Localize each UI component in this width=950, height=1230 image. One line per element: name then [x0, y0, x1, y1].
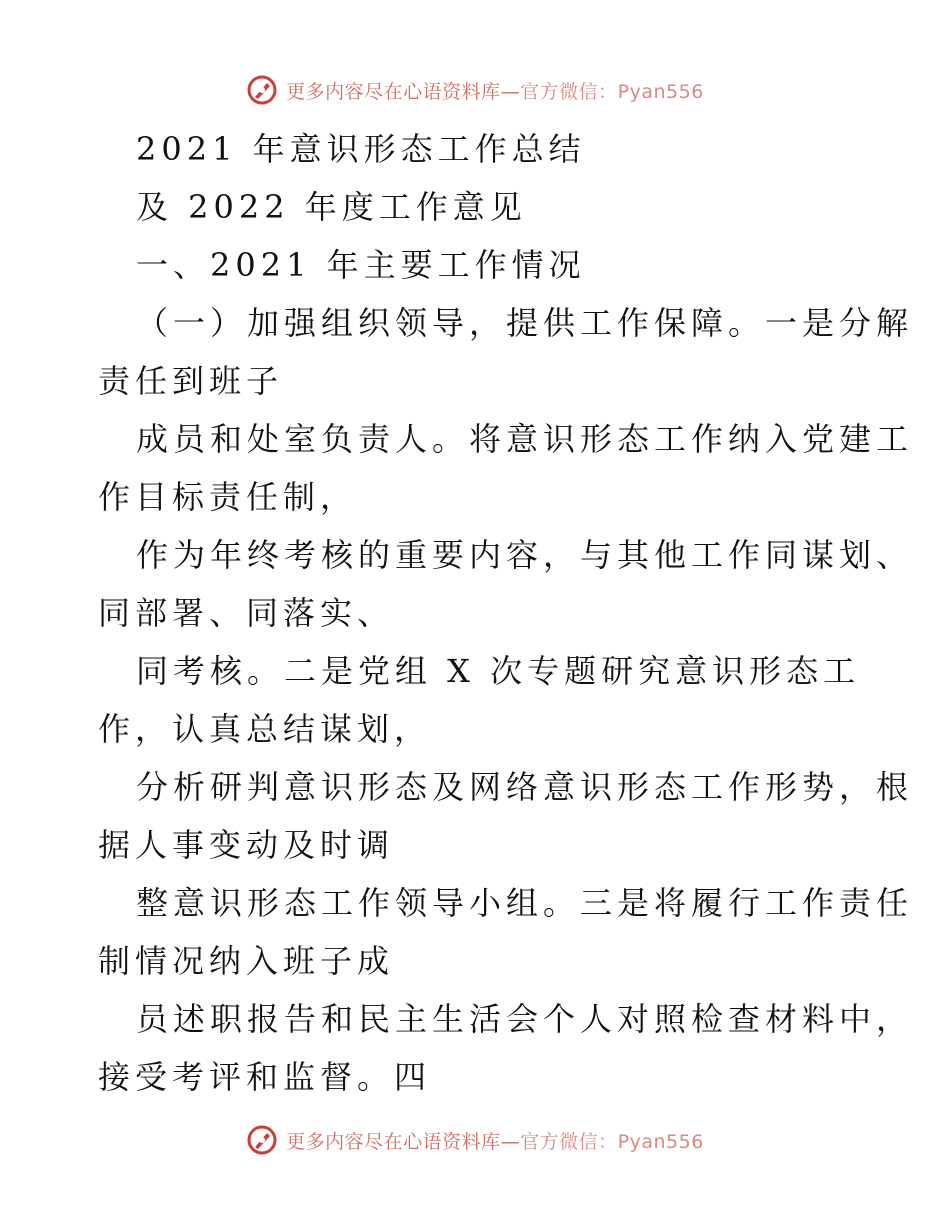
text-line: 整意识形态工作领导小组。三是将履行工作责任 [136, 884, 914, 922]
text-line: 制情况纳入班子成 [98, 942, 395, 980]
text-line: 同考核。二是党组 X 次专题研究意识形态工 [136, 652, 861, 690]
text-line: 作，认真总结谋划， [98, 710, 432, 748]
watermark-text: 更多内容尽在心语资料库—官方微信：Pyan556 [286, 80, 704, 103]
text-line: 作目标责任制， [98, 478, 358, 516]
text-line: 同部署、同落实、 [98, 594, 395, 632]
document-body [98, 120, 914, 1106]
pen-logo-icon [246, 1124, 278, 1156]
text-line: 成员和处室负责人。将意识形态工作纳入党建工 [136, 420, 914, 458]
text-line: 作为年终考核的重要内容，与其他工作同谋划、 [136, 536, 914, 574]
text-line: （一）加强组织领导，提供工作保障。一是分解 [136, 304, 914, 342]
watermark-text: 更多内容尽在心语资料库—官方微信：Pyan556 [286, 1130, 704, 1153]
header-watermark [0, 70, 950, 110]
text-line: 2021 年意识形态工作总结 [136, 130, 586, 168]
pen-logo-icon [246, 74, 278, 106]
text-line: 责任到班子 [98, 362, 284, 400]
text-line: 员述职报告和民主生活会个人对照检查材料中， [136, 1000, 914, 1038]
text-line: 据人事变动及时调 [98, 826, 395, 864]
text-line: 及 2022 年度工作意见 [136, 188, 527, 226]
text-line: 一、2021 年主要工作情况 [136, 246, 586, 284]
footer-watermark [0, 1120, 950, 1160]
text-line: 接受考评和监督。四 [98, 1058, 432, 1096]
text-line: 分析研判意识形态及网络意识形态工作形势，根 [136, 768, 914, 806]
